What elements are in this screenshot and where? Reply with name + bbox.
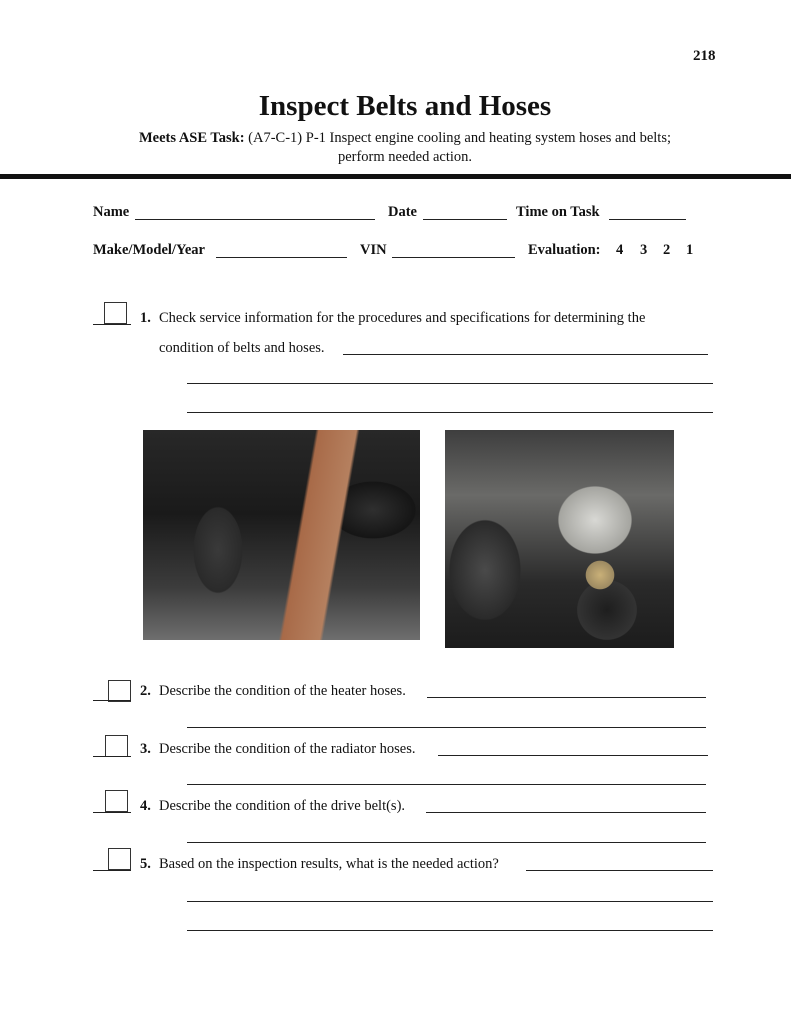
page-title: Inspect Belts and Hoses [258, 90, 552, 122]
radiator-hose-photo [143, 430, 420, 640]
step-3-initial-line [93, 756, 131, 757]
step-2-answer-line[interactable] [187, 727, 706, 728]
step-2-answer-line[interactable] [427, 697, 706, 698]
step-5-answer-line[interactable] [526, 870, 713, 871]
step-1-answer-line[interactable] [343, 354, 708, 355]
make-model-year-label: Make/Model/Year [93, 242, 205, 258]
date-field[interactable] [423, 219, 507, 220]
header-divider [0, 174, 791, 179]
page-number: 218 [693, 48, 716, 64]
step-1-text: Check service information for the procedures and specifications for determining the [159, 310, 646, 326]
ase-task-line2: perform needed action. [337, 149, 473, 165]
step-1-number: 1. [140, 310, 151, 326]
evaluation-label: Evaluation: [528, 242, 601, 258]
step-4-checkbox[interactable] [105, 790, 128, 812]
step-4-answer-line[interactable] [426, 812, 706, 813]
date-label: Date [388, 204, 417, 220]
step-3-answer-line[interactable] [187, 784, 706, 785]
name-field[interactable] [135, 219, 375, 220]
ase-task-line1 [0, 130, 791, 147]
time-on-task-field[interactable] [609, 219, 686, 220]
step-4-initial-line [93, 812, 131, 813]
ase-task-label: Meets ASE Task: [138, 130, 245, 146]
step-1-text-2: condition of belts and hoses. [159, 340, 325, 356]
make-model-year-field[interactable] [216, 257, 347, 258]
step-3-answer-line[interactable] [438, 755, 708, 756]
step-1-checkbox[interactable] [104, 302, 127, 324]
step-2-number: 2. [140, 683, 151, 699]
step-3-number: 3. [140, 741, 151, 757]
step-5-initial-line [93, 870, 131, 871]
name-label: Name [93, 204, 130, 220]
vin-label: VIN [360, 242, 387, 258]
step-3-text: Describe the condition of the radiator hoses. [159, 741, 416, 757]
drive-belt-photo [445, 430, 674, 648]
step-1-initial-line [93, 324, 131, 325]
step-5-answer-line[interactable] [187, 930, 713, 931]
step-1-answer-line[interactable] [187, 412, 713, 413]
step-5-number: 5. [140, 856, 151, 872]
evaluation-score-1[interactable]: 1 [686, 242, 694, 258]
evaluation-score-3[interactable]: 3 [640, 242, 648, 258]
step-5-text: Based on the inspection results, what is the needed action? [159, 856, 499, 872]
step-4-text: Describe the condition of the drive belt(s). [159, 798, 406, 814]
step-2-initial-line [93, 700, 131, 701]
evaluation-score-4[interactable]: 4 [616, 242, 624, 258]
ase-task-text: (A7-C-1) P-1 Inspect engine cooling and heating system hoses and belts; [248, 130, 672, 146]
step-3-checkbox[interactable] [105, 735, 128, 757]
vin-field[interactable] [392, 257, 515, 258]
step-5-checkbox[interactable] [108, 848, 131, 870]
step-2-checkbox[interactable] [108, 680, 131, 702]
step-5-answer-line[interactable] [187, 901, 713, 902]
step-4-number: 4. [140, 798, 151, 814]
step-1-answer-line[interactable] [187, 383, 713, 384]
step-4-answer-line[interactable] [187, 842, 706, 843]
evaluation-score-2[interactable]: 2 [663, 242, 671, 258]
step-2-text: Describe the condition of the heater hoses. [159, 683, 406, 699]
time-on-task-label: Time on Task [516, 204, 600, 220]
